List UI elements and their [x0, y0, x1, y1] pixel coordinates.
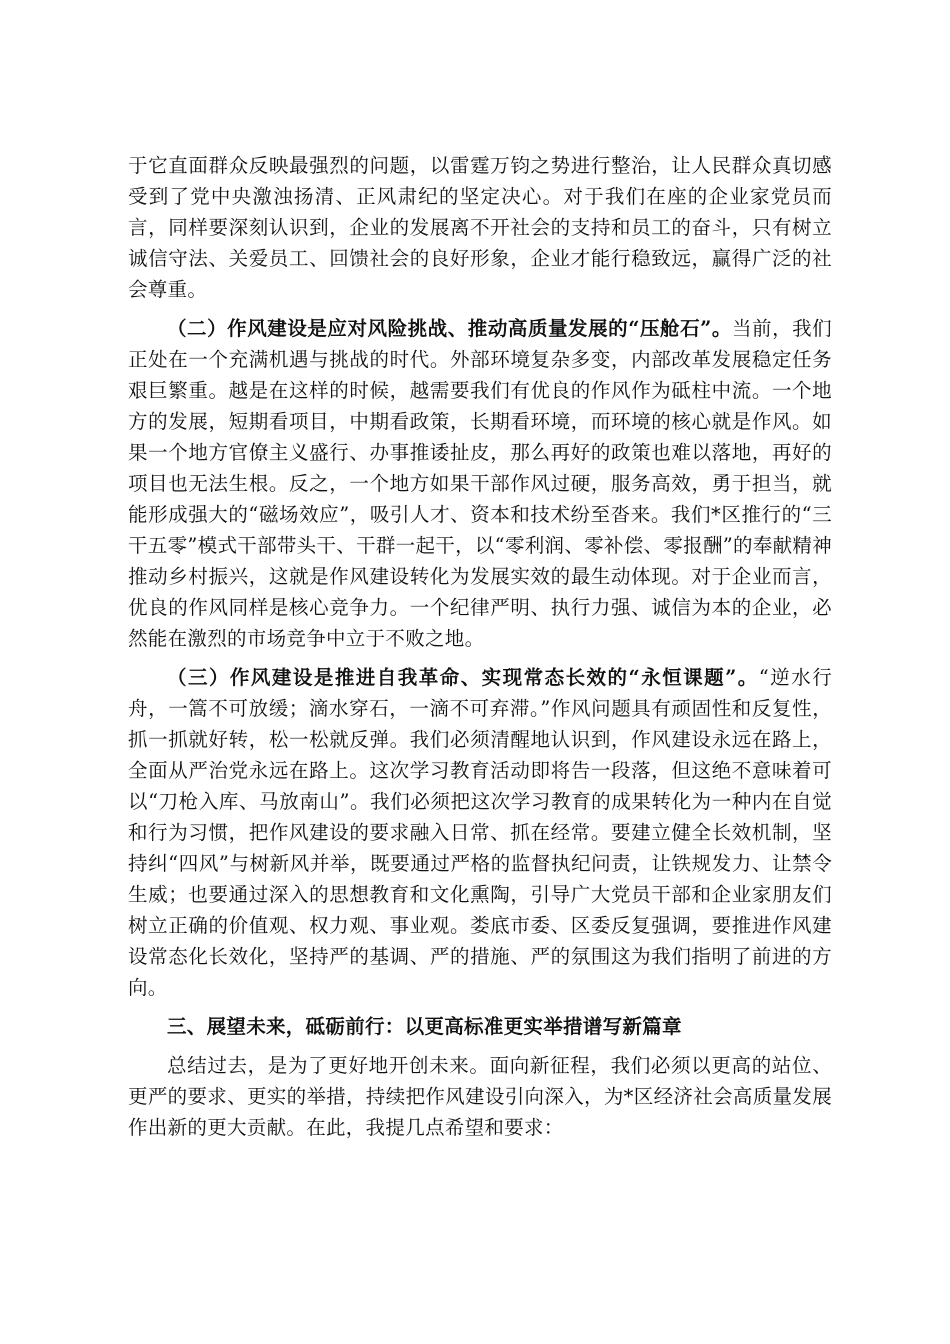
paragraph-outlook — [128, 1050, 832, 1143]
chapter-heading: 三、展望未来，砥砺前行：以更高标准更实举措谱写新篇章 — [167, 1015, 682, 1038]
section-2-text: 当前，我们正处在一个充满机遇与挑战的时代。外部环境复杂多变，内部改革发展稳定任务艰巨繁重。越是在这样的时候，越需要我们有优良的作风作为砥柱中流。一个地方的发展，短期看项目，中期看政策，长期看环境，而环境的核心就是作风。如果一个地方官僚主义盛行、办事推诿扯皮，那么再好的政策也难以落地，再好的项目也无法生根。反之，一个地方如果干部作风过硬，服务高效，勇于担当，就能形成强大的“磁场效应”，吸引人才、资本和技术纷至沓来。我们*区推行的“三干五零”模式干部带头干、干群一起干，以“零利润、零补偿、零报酬”的奉献精神推动乡村振兴，这就是作风建设转化为发展实效的最生动体现。对于企业而言，优良的作风同样是核心竞争力。一个纪律严明、执行力强、诚信为本的企业，必然能在激烈的市场竞争中立于不败之地。 — [128, 317, 833, 650]
paragraph-text: 于它直面群众反映最强烈的问题，以雷霆万钧之势进行整治，让人民群众真切感受到了党中央激浊扬清、正风肃纪的坚定决心。对于我们在座的企业家党员而言，同样要深刻认识到，企业的发展离不开社会的支持和员工的奋斗，只有树立诚信守法、关爱员工、回馈社会的良好形象，企业才能行稳致远，赢得广泛的社会尊重。 — [128, 154, 832, 301]
paragraph-section-3 — [128, 662, 832, 1003]
section-3-text: “逆水行舟，一篙不可放缓；滴水穿石，一滴不可弃滞。”作风问题具有顽固性和反复性，抓一抓就好转，松一松就反弹。我们必须清醒地认识到，作风建设永远在路上，全面从严治党永远在路上。这次学习教育活动即将告一段落，但这绝不意味着可以“刀枪入库、马放南山”。我们必须把这次学习教育的成果转化为一种内在自觉和行为习惯，把作风建设的要求融入日常、抓在经常。要建立健全长效机制，坚持纠“四风”与树新风并举，既要通过严格的监督执纪问责，让铁规发力、让禁令生威；也要通过深入的思想教育和文化熏陶，引导广大党员干部和企业家朋友们树立正确的价值观、权力观、事业观。娄底市委、区委反复强调，要推进作风建设常态化长效化，坚持严的基调、严的措施、严的氛围这为我们指明了前进的方向。 — [128, 666, 832, 999]
paragraph-text: 总结过去，是为了更好地开创未来。面向新征程，我们必须以更高的站位、更严的要求、更实的举措，持续把作风建设引向深入，为*区经济社会高质量发展作出新的更大贡献。在此，我提几点希望和要求： — [128, 1054, 832, 1139]
paragraph-section-2 — [128, 313, 832, 654]
section-3-title: （三）作风建设是推进自我革命、实现常态长效的“永恒课题”。 — [167, 666, 759, 689]
document-body — [128, 150, 832, 1151]
paragraph-continuation — [128, 150, 832, 305]
section-2-title: （二）作风建设是应对风险挑战、推动高质量发展的“压舱石”。 — [167, 317, 732, 340]
